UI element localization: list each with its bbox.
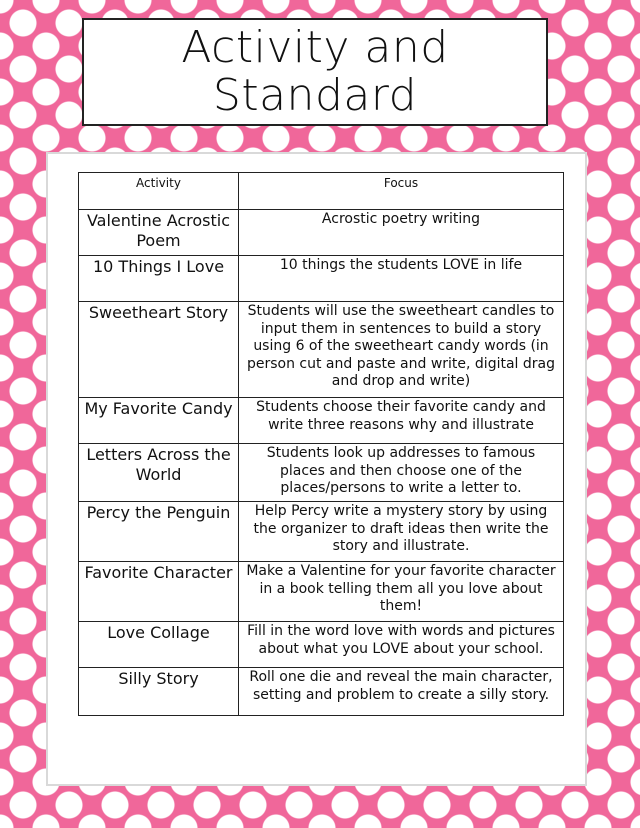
activity-cell: 10 Things I Love [79, 256, 239, 302]
table-row [79, 668, 564, 716]
column-header-activity: Activity [79, 173, 239, 210]
focus-cell: Students will use the sweetheart candles to input them in sentences to build a story using 6 of the sweetheart candy words (in person cut and paste and write, digital drag and drop and write) [239, 302, 564, 398]
focus-cell: Acrostic poetry writing [239, 210, 564, 256]
activity-cell: Letters Across the World [79, 444, 239, 502]
table-row [79, 302, 564, 398]
activity-cell: Percy the Penguin [79, 502, 239, 562]
table-row [79, 398, 564, 444]
focus-cell: Students choose their favorite candy and write three reasons why and illustrate [239, 398, 564, 444]
title-box [82, 18, 548, 126]
activity-cell: Silly Story [79, 668, 239, 716]
column-header-focus: Focus [239, 173, 564, 210]
activity-cell: Sweetheart Story [79, 302, 239, 398]
focus-cell: 10 things the students LOVE in life [239, 256, 564, 302]
table-header-row [79, 173, 564, 210]
activity-cell: Favorite Character [79, 562, 239, 622]
table-row [79, 622, 564, 668]
title-line-1: Activity and [181, 22, 449, 73]
activity-cell: Valentine Acrostic Poem [79, 210, 239, 256]
focus-cell: Help Percy write a mystery story by using the organizer to draft ideas then write the story and illustrate. [239, 502, 564, 562]
table-row [79, 502, 564, 562]
page-title [181, 24, 448, 120]
title-line-2: Standard [212, 70, 418, 121]
activity-cell: My Favorite Candy [79, 398, 239, 444]
activity-table [78, 172, 564, 716]
activity-cell: Love Collage [79, 622, 239, 668]
table-row [79, 210, 564, 256]
focus-cell: Make a Valentine for your favorite character in a book telling them all you love about them! [239, 562, 564, 622]
content-sheet [46, 152, 587, 786]
table-row [79, 256, 564, 302]
table-row [79, 444, 564, 502]
focus-cell: Students look up addresses to famous places and then choose one of the places/persons to write a letter to. [239, 444, 564, 502]
focus-cell: Fill in the word love with words and pictures about what you LOVE about your school. [239, 622, 564, 668]
focus-cell: Roll one die and reveal the main character, setting and problem to create a silly story. [239, 668, 564, 716]
table-row [79, 562, 564, 622]
